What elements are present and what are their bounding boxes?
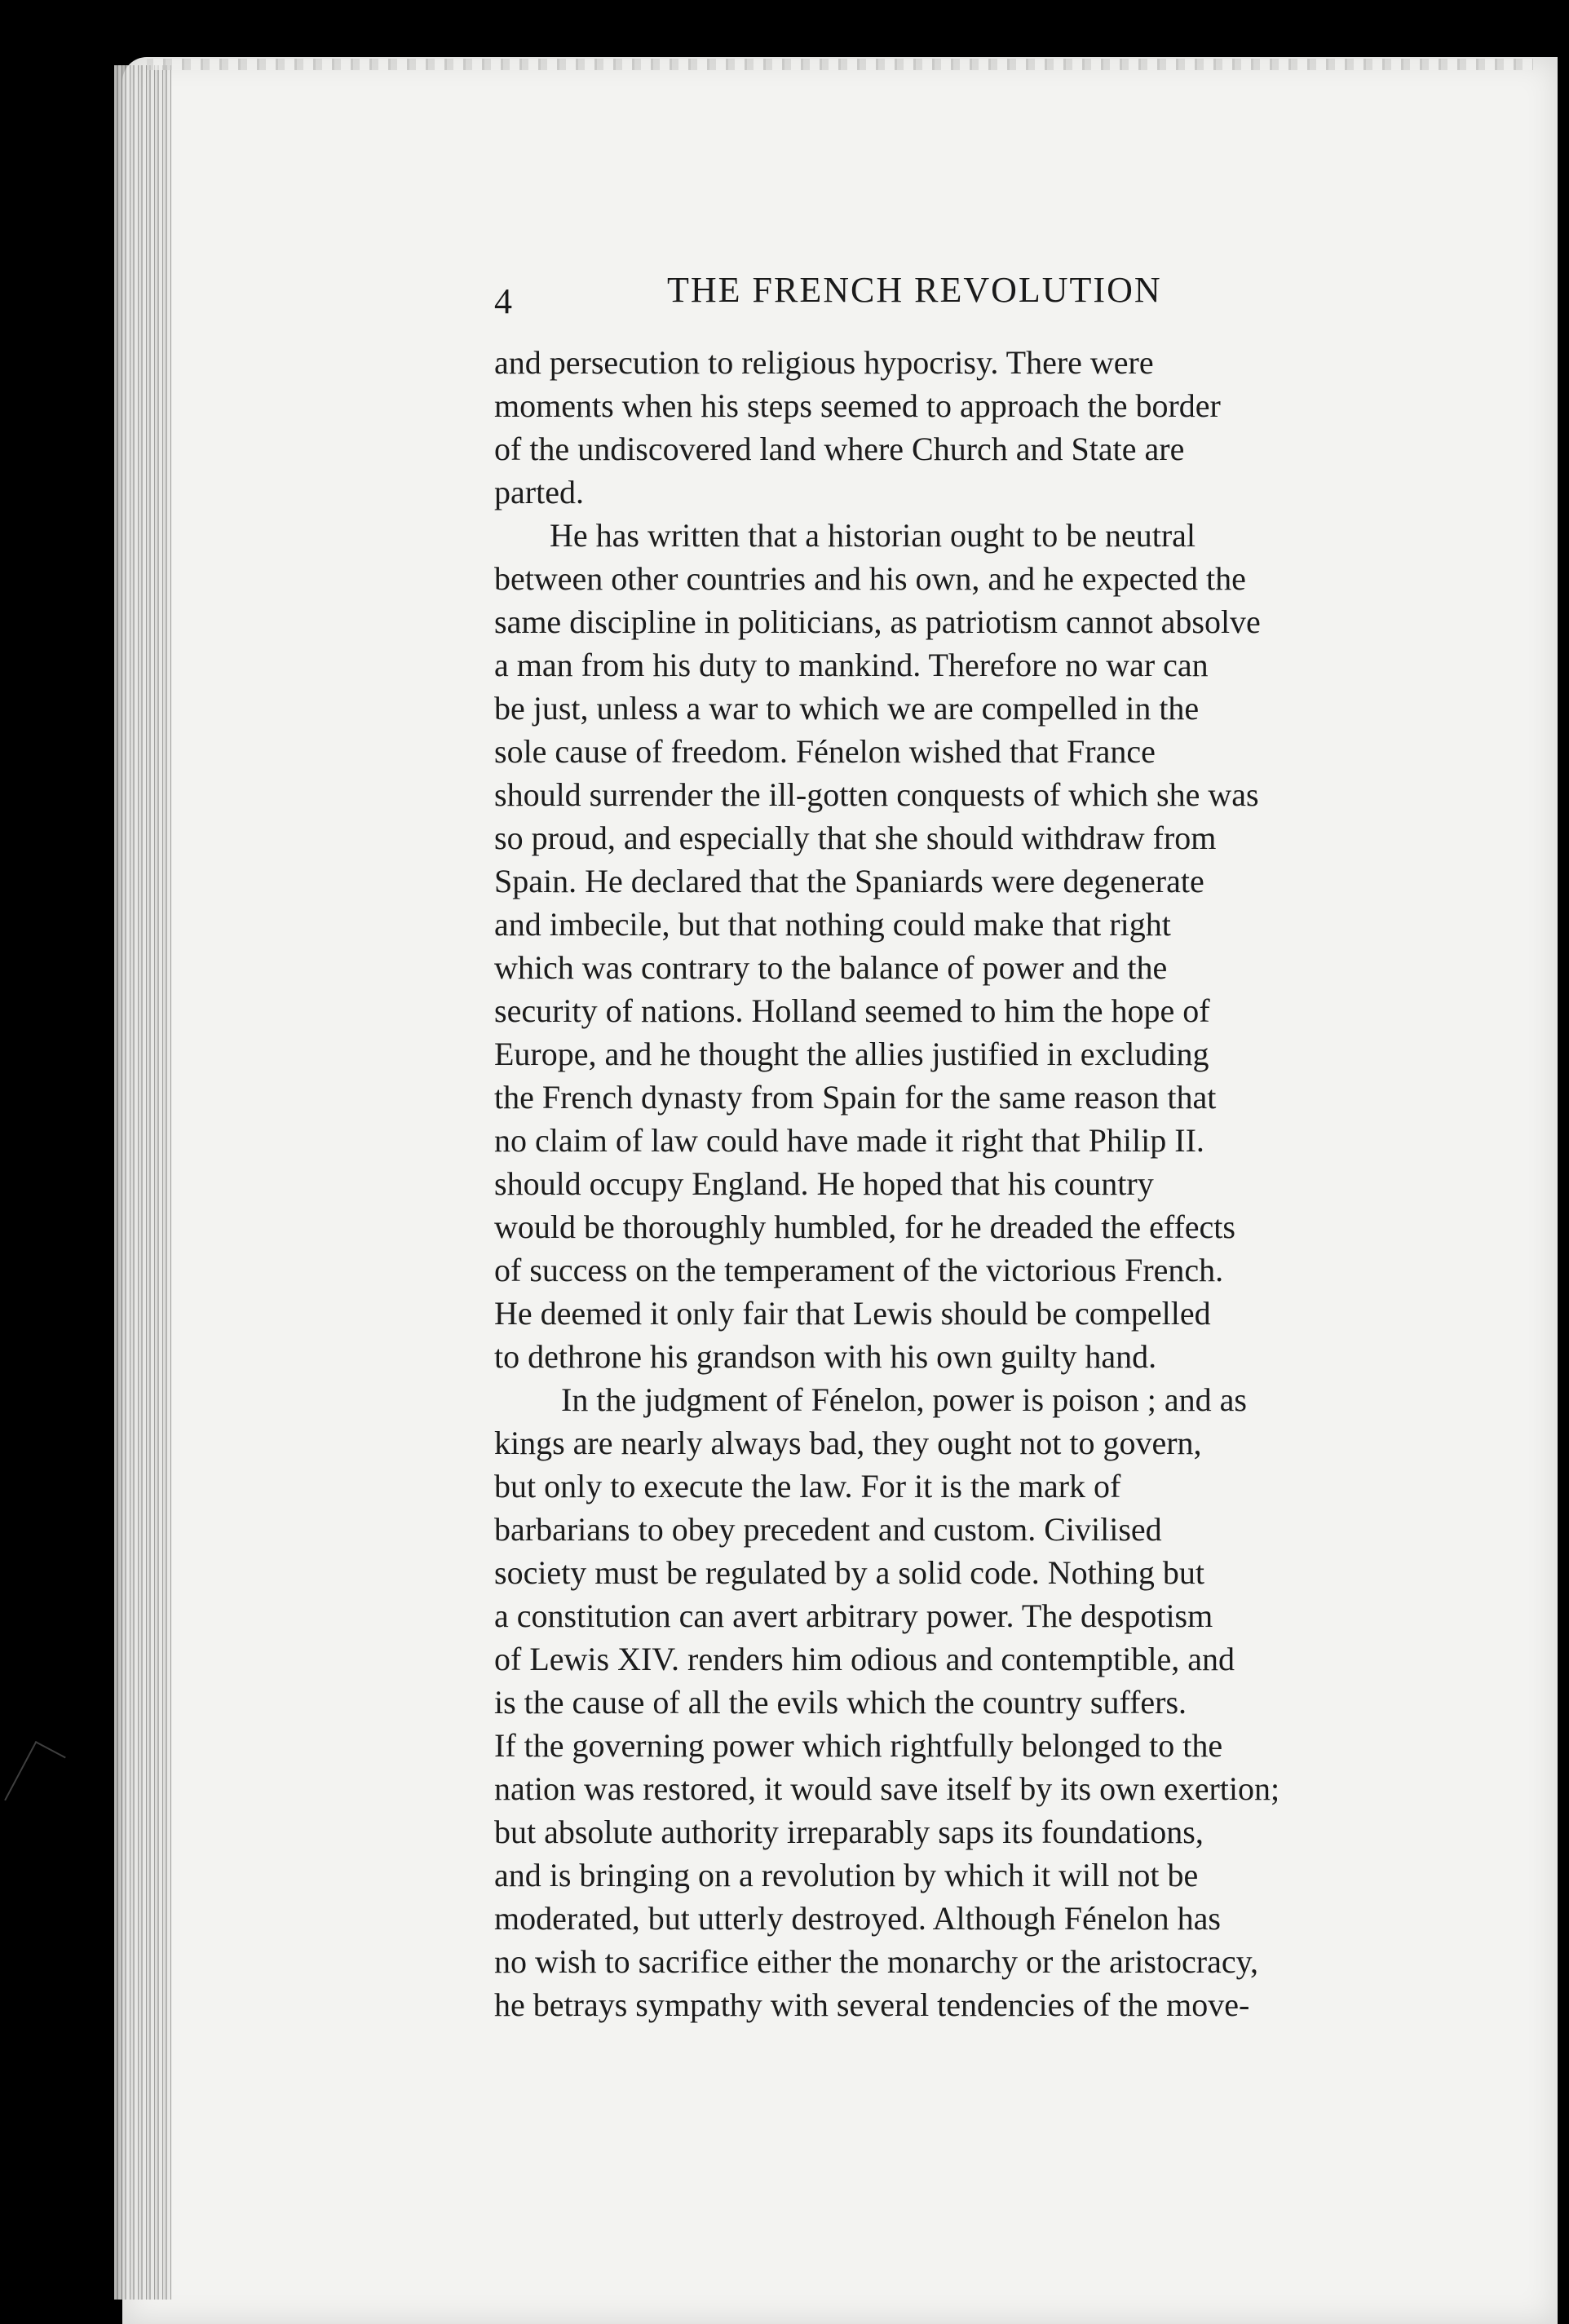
running-title: THE FRENCH REVOLUTION (667, 270, 1162, 310)
page-header (494, 263, 1448, 328)
paragraph-2: He has written that a historian ought to be neutral between other countries and his own, and he expected the same discipline in politicians, as patriotism cannot absolve a man from his duty to mankind. Therefore no war can be just, unless a war to which we are compelled in the sole cause of freedom. Fénelon wished that France should surrender the ill-gotten conquests of which she was so proud, and especially that she should withdraw from Spain. He declared that the Spaniards were degenerate and imbecile, but that nothing could make that right which was contrary to the balance of power and the security of nations. Holland seemed to him the hope of Europe, and he thought the allies justified in excluding the French dynasty from Spain for the same reason that no claim of law could have made it right that Philip II. should occupy England. He hoped that his country would be thoroughly humbled, for he dreaded the effects of success on the temperament of the victorious French. He deemed it only fair that Lewis should be compelled to dethrone his grandson with his own guilty hand. (494, 517, 1261, 1375)
page-number: 4 (494, 281, 512, 321)
paragraph-3: In the judgment of Fénelon, power is poison ; and as kings are nearly always bad, they ought not to govern, but only to execute the law. For it is the mark of barbarians to obey precedent and custom. Civilised society must be regulated by a solid code. Nothing but a constitution can avert arbitrary power. The despotism of Lewis XIV. renders him odious and contemptible, and is the cause of all the evils which the country suffers. If the governing power which rightfully belonged to the nation was restored, it would save itself by its own exertion; but absolute authority irreparably saps its foundations, and is bringing on a revolution by which it will not be moderated, but utterly destroyed. Although Fénelon has no wish to sacrifice either the monarchy or the aristocracy, he betrays sympathy with several tendencies of the move- (494, 1381, 1280, 2023)
paragraph-1: and persecution to religious hypocrisy. There were moments when his steps seemed to approach the border of the undiscovered land where Church and State are parted. (494, 344, 1221, 510)
page-top-edge (147, 59, 1533, 70)
body-text (494, 341, 1439, 2026)
page-gutter-edge (114, 65, 171, 2300)
